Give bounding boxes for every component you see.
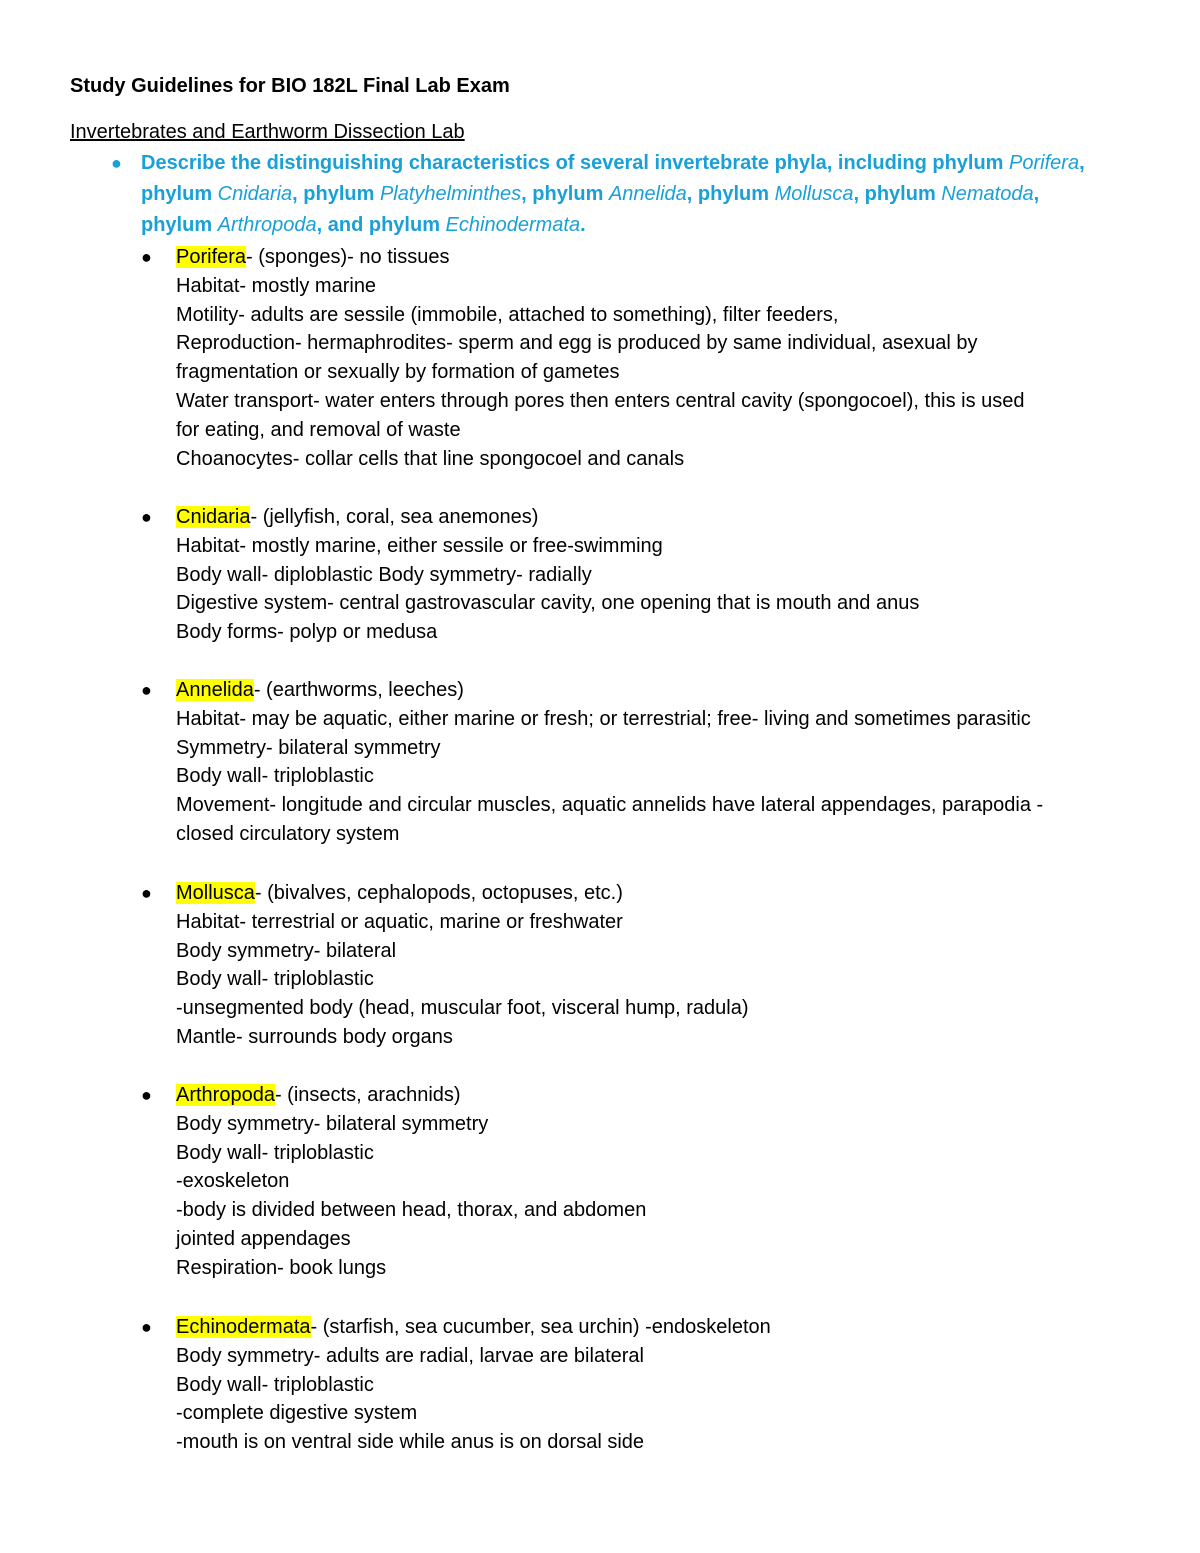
phylum-detail: Choanocytes- collar cells that line spongocoel and canals: [176, 447, 685, 470]
phylum-name: Arthropoda: [176, 1084, 275, 1106]
phylum-detail: Mantle- surrounds body organs: [176, 1025, 453, 1048]
bullet-icon: ●: [141, 1317, 152, 1337]
phylum-mollusca: [141, 879, 1166, 1052]
phylum-detail: Motility- adults are sessile (immobile, attached to something), filter feeders,: [176, 303, 839, 326]
phylum-annelida: [141, 676, 1166, 849]
phylum-detail: for eating, and removal of waste: [176, 418, 461, 441]
bullet-icon: ●: [111, 153, 122, 173]
objective-line-1: Describe the distinguishing characteristics of several invertebrate phyla, including phylum Porifera,: [141, 152, 1085, 174]
taxon-arthropoda: Arthropoda: [217, 214, 317, 236]
phylum-detail: Water transport- water enters through pores then enters central cavity (spongocoel), this is used: [176, 389, 1025, 412]
taxon-platyhelminthes: Platyhelminthes: [379, 183, 522, 205]
phylum-detail: Body wall- triploblastic: [176, 765, 374, 788]
phylum-echinodermata: [141, 1313, 1166, 1457]
taxon-echinodermata: Echinodermata: [445, 214, 581, 236]
phylum-porifera: [141, 243, 1166, 473]
phylum-detail: Body symmetry- adults are radial, larvae are bilateral: [176, 1344, 644, 1367]
learning-objective: [141, 148, 1141, 241]
bullet-icon: ●: [141, 883, 152, 903]
phylum-summary: - (bivalves, cephalopods, octopuses, etc.): [254, 882, 623, 904]
phylum-detail: jointed appendages: [176, 1227, 351, 1250]
bullet-icon: ●: [141, 680, 152, 700]
phylum-detail: Symmetry- bilateral symmetry: [176, 736, 441, 759]
phylum-detail: Respiration- book lungs: [176, 1256, 387, 1279]
phylum-detail: Body wall- triploblastic: [176, 1373, 374, 1396]
taxon-porifera: Porifera: [1009, 152, 1080, 174]
phylum-detail: -mouth is on ventral side while anus is on dorsal side: [176, 1431, 645, 1454]
phylum-detail: Body symmetry- bilateral symmetry: [176, 1112, 489, 1135]
phylum-detail: Habitat- mostly marine: [176, 274, 377, 297]
phylum-summary: - (starfish, sea cucumber, sea urchin) -endoskeleton: [310, 1316, 771, 1338]
phylum-detail: -exoskeleton: [176, 1170, 290, 1193]
phylum-detail: Body symmetry- bilateral: [176, 939, 397, 962]
phylum-name: Mollusca: [176, 882, 255, 904]
phylum-detail: -unsegmented body (head, muscular foot, visceral hump, radula): [176, 997, 749, 1020]
objective-line-2: phylum Cnidaria, phylum Platyhelminthes, phylum Annelida, phylum Mollusca, phylum Nematoda,: [141, 183, 1040, 205]
phylum-detail: -complete digestive system: [176, 1402, 418, 1425]
phylum-detail: closed circulatory system: [176, 822, 400, 845]
phylum-detail: Habitat- mostly marine, either sessile or free-swimming: [176, 534, 663, 557]
phylum-detail: -body is divided between head, thorax, and abdomen: [176, 1199, 647, 1222]
taxon-annelida: Annelida: [608, 183, 687, 205]
bullet-icon: ●: [141, 507, 152, 527]
section-heading: Invertebrates and Earthworm Dissection Lab: [70, 121, 465, 143]
objective-line-3: phylum Arthropoda, and phylum Echinodermata.: [141, 214, 586, 236]
phylum-name: Echinodermata: [176, 1316, 311, 1338]
phylum-detail: Habitat- terrestrial or aquatic, marine or freshwater: [176, 910, 623, 933]
phylum-summary: - (earthworms, leeches): [253, 679, 464, 701]
phylum-detail: Movement- longitude and circular muscles, aquatic annelids have lateral appendages, parapodia -: [176, 794, 1044, 817]
phylum-name: Porifera: [176, 246, 247, 268]
phylum-summary: - (insects, arachnids): [274, 1084, 461, 1106]
taxon-cnidaria: Cnidaria: [217, 183, 293, 205]
phylum-cnidaria: [141, 503, 1166, 647]
bullet-icon: ●: [141, 1085, 152, 1105]
phylum-detail: fragmentation or sexually by formation of gametes: [176, 361, 620, 384]
bullet-icon: ●: [141, 247, 152, 267]
phylum-summary: - (jellyfish, coral, sea anemones): [250, 506, 539, 528]
phylum-detail: Digestive system- central gastrovascular cavity, one opening that is mouth and anus: [176, 592, 920, 615]
document-title: Study Guidelines for BIO 182L Final Lab Exam: [70, 75, 510, 97]
taxon-nematoda: Nematoda: [941, 183, 1034, 205]
phylum-detail: Body wall- diploblastic Body symmetry- radially: [176, 563, 592, 586]
phylum-detail: Body wall- triploblastic: [176, 968, 374, 991]
phylum-arthropoda: [141, 1081, 1166, 1283]
phylum-detail: Body forms- polyp or medusa: [176, 621, 438, 644]
taxon-mollusca: Mollusca: [774, 183, 854, 205]
phylum-detail: Body wall- triploblastic: [176, 1141, 374, 1164]
phylum-detail: Reproduction- hermaphrodites- sperm and egg is produced by same individual, asexual by: [176, 332, 978, 355]
phylum-name: Annelida: [176, 679, 254, 701]
phylum-summary: - (sponges)- no tissues: [246, 246, 450, 268]
phylum-name: Cnidaria: [176, 506, 251, 528]
phylum-detail: Habitat- may be aquatic, either marine or fresh; or terrestrial; free- living and sometimes parasitic: [176, 707, 1031, 730]
